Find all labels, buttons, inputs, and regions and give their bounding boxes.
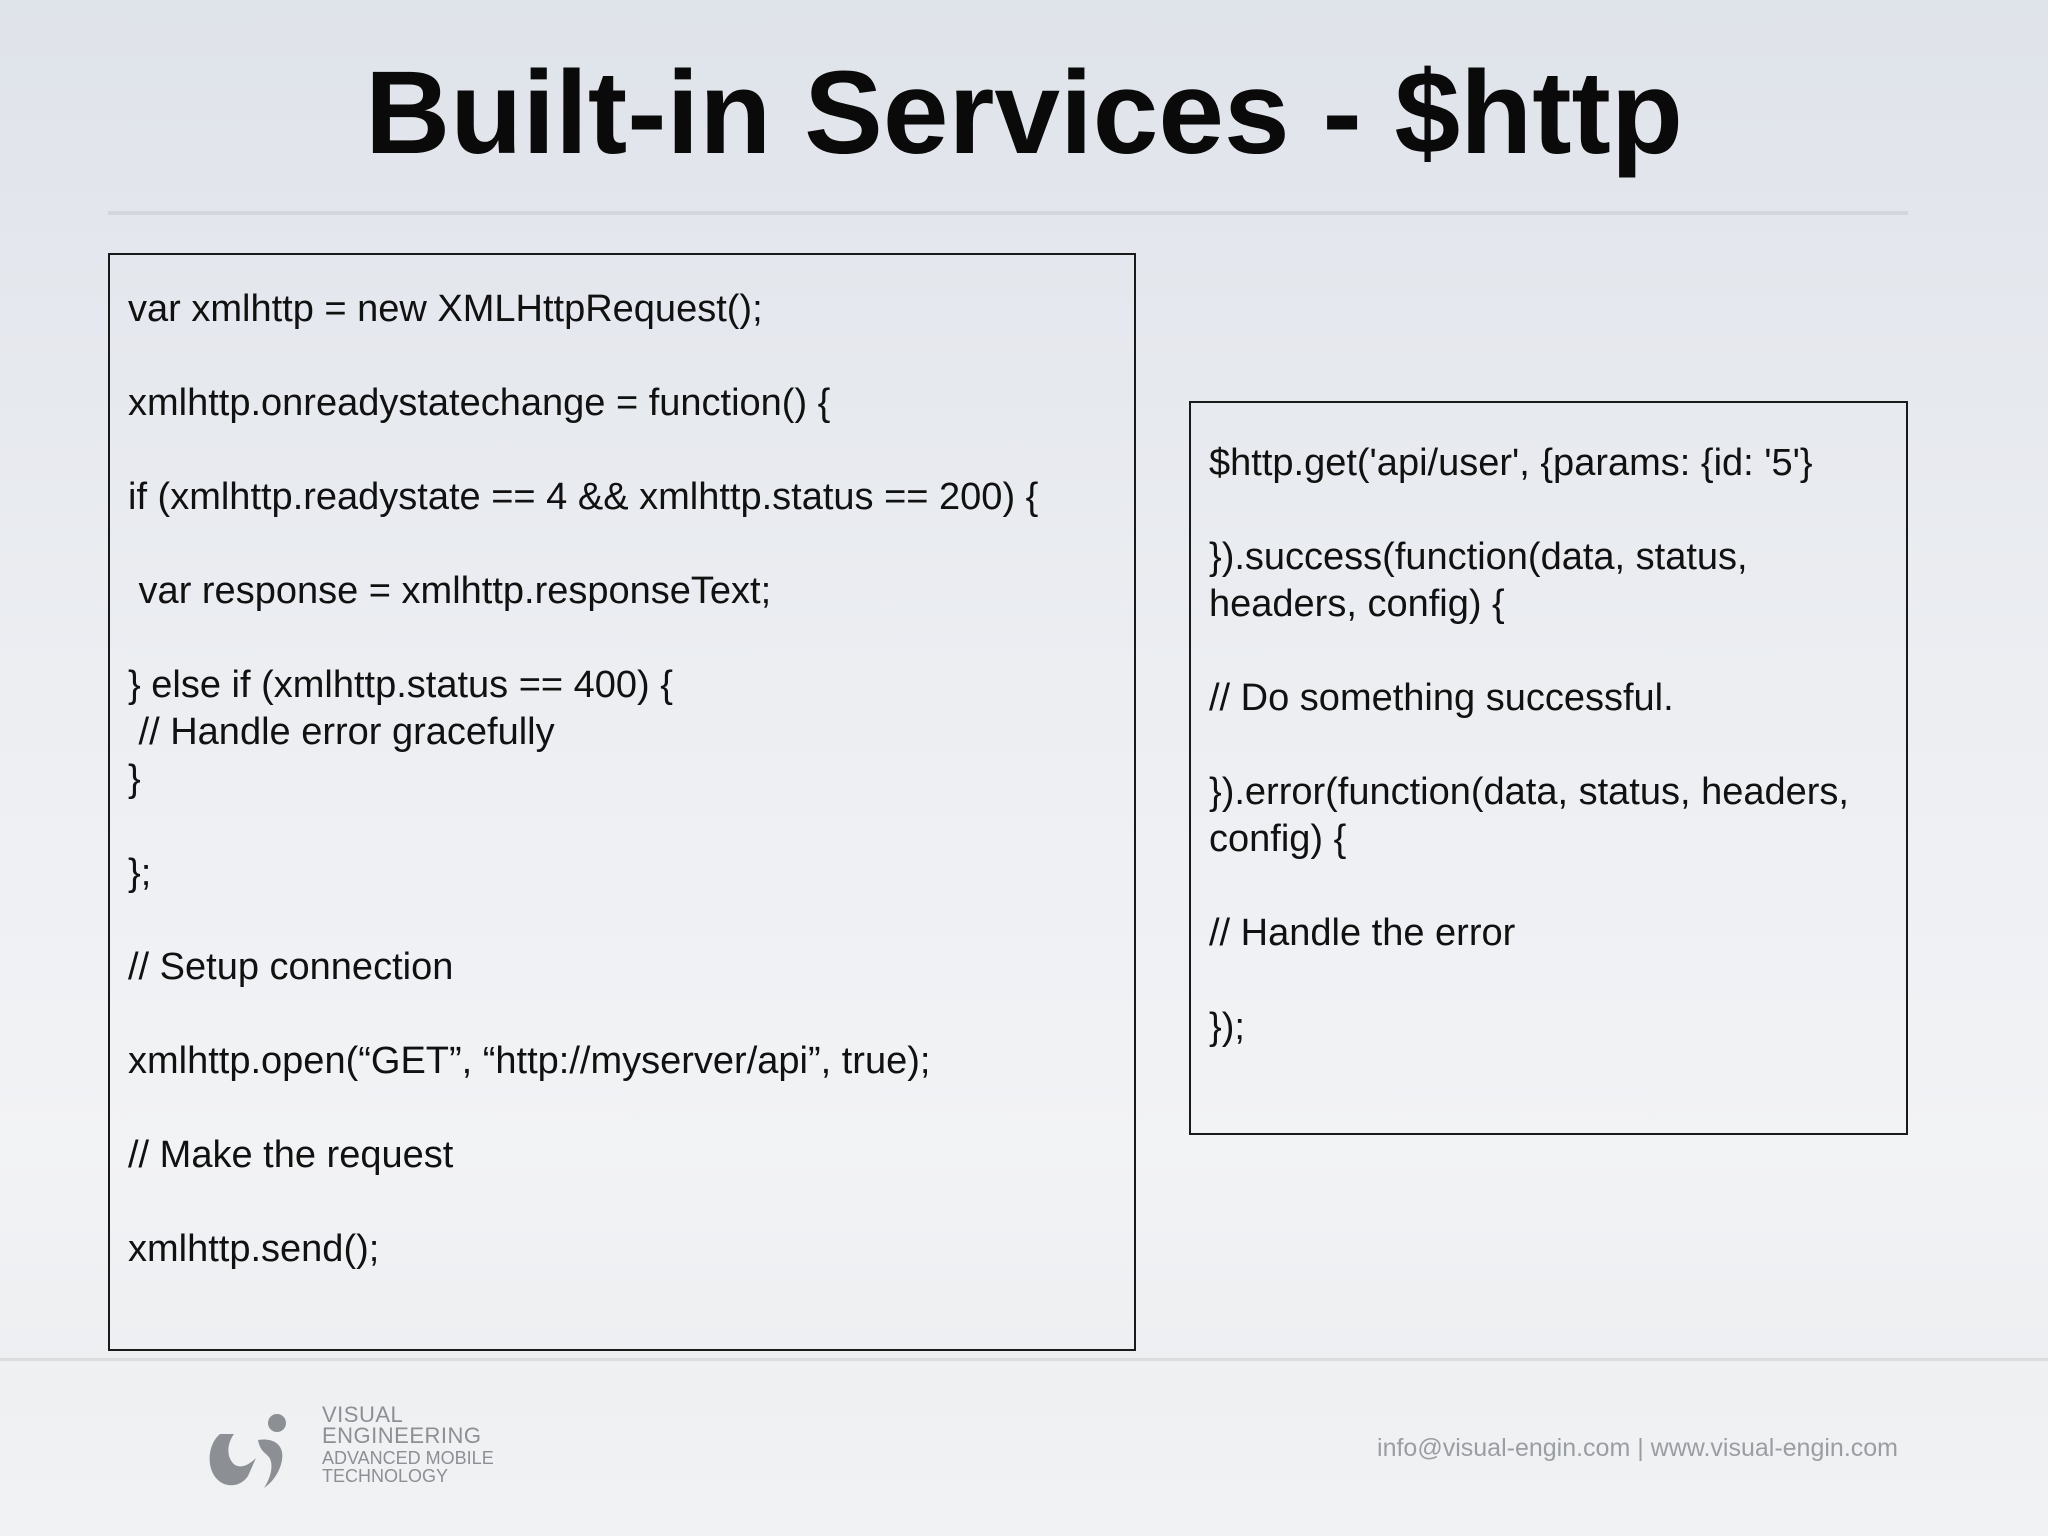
slide-title: Built-in Services - $http [365, 47, 1683, 179]
code-line: xmlhttp.open(“GET”, “http://myserver/api”, true); [128, 1040, 931, 1082]
code-line: // Handle the error [1209, 912, 1516, 954]
title-divider [108, 211, 1908, 215]
code-line: }; [128, 852, 152, 894]
code-line: $http.get('api/user', {params: {id: '5'} [1209, 442, 1813, 484]
footer-contact-info: info@visual-engin.com | www.visual-engin.com [1377, 1434, 1898, 1462]
code-line: }).success(function(data, status, [1209, 536, 1748, 578]
http-service-code-box [1189, 401, 1908, 1135]
code-line: }).error(function(data, status, headers, [1209, 771, 1849, 813]
logo-text-line: VISUAL [322, 1402, 404, 1427]
code-line: if (xmlhttp.readystate == 4 && xmlhttp.status == 200) { [128, 476, 1039, 518]
code-line: // Make the request [128, 1134, 454, 1176]
logo-text-line: TECHNOLOGY [322, 1466, 449, 1486]
code-line: var response = xmlhttp.responseText; [128, 570, 772, 612]
code-line: config) { [1209, 818, 1347, 860]
code-line: xmlhttp.send(); [128, 1228, 380, 1270]
code-line: xmlhttp.onreadystatechange = function() { [128, 382, 831, 424]
code-line: // Setup connection [128, 946, 454, 988]
code-line: }); [1209, 1006, 1245, 1048]
code-line: } [128, 758, 141, 800]
code-line: var xmlhttp = new XMLHttpRequest(); [128, 288, 763, 330]
logo-text-line: ENGINEERING [322, 1423, 482, 1448]
code-line: // Do something successful. [1209, 677, 1674, 719]
logo-text-line: ADVANCED MOBILE [322, 1448, 494, 1468]
code-line: } else if (xmlhttp.status == 400) { [128, 664, 673, 706]
visual-engineering-logo-icon [200, 1400, 300, 1500]
code-line: headers, config) { [1209, 583, 1505, 625]
code-line: // Handle error gracefully [128, 711, 555, 753]
